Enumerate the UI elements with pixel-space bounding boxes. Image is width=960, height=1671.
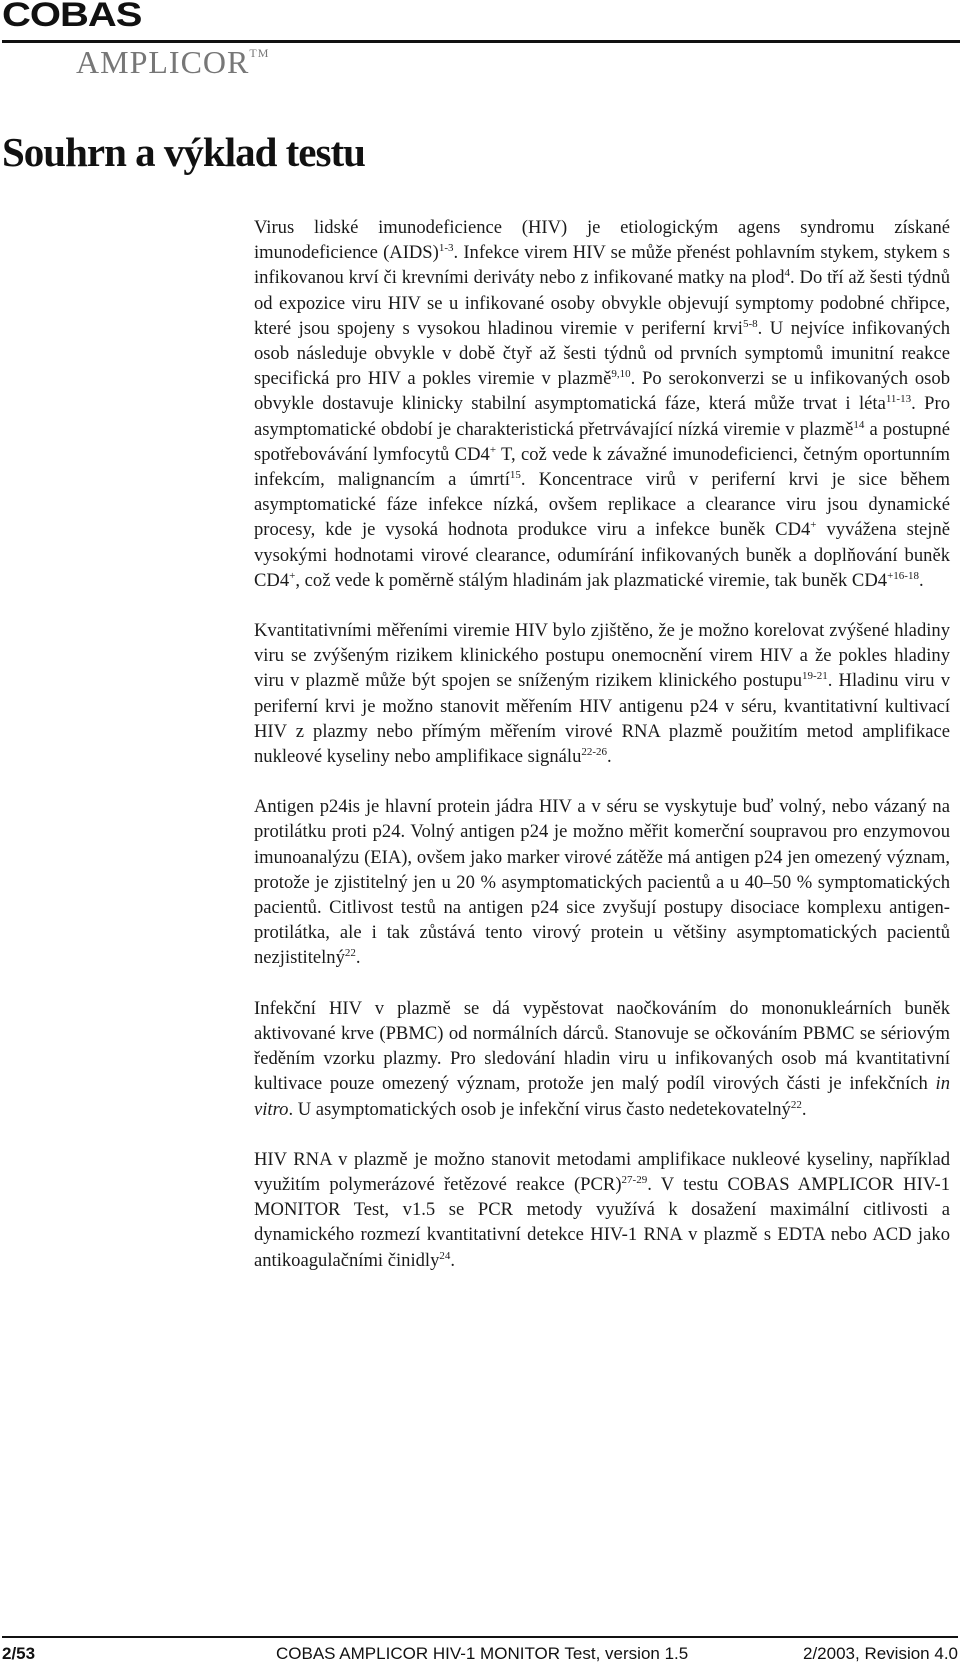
text-run: . <box>918 569 924 591</box>
reference-superscript: 22-26 <box>581 746 608 759</box>
text-run: Kvantitativními měřeními viremie HIV bylo zjištěno, že je možno korelovat zvýšené hladiny viru se zvýšeným rizikem klinického postupu onemocnění virem HIV a že pokles hladiny viru v plazmě může být spojen se sníženým rizikem klinického postupu <box>254 620 950 692</box>
text-run: Antigen p24is je hlavní protein jádra HIV a v séru se vyskytuje buď volný, nebo vázaný na protilátku proti p24. Volný antigen p24 je možno měřit komerční soupravou pro enzymovou imunoanalýzu (EIA), ovšem jako marker virové zátěže má antigen p24 jen omezený význam, protože je zjistitelný jen u 20 % asymptomatických pacientů a u 40–50 % symptomatických pacientů. Citlivost testů na antigen p24 sice zvyšují postupy disociace komplexu antigen-protilátka, ale i tak zůstává tento virový protein u většiny asymptomatických pacientů nezjistitelný <box>254 796 950 969</box>
text-run: T, což vede k závažné imunodeficienci, četným oportunním infekcím, malignancím a úmrtí <box>254 443 950 491</box>
logo-trademark: TM <box>249 46 270 60</box>
text-run: , což vede k poměrně stálým hladinám jak plazmatické viremie, tak buněk CD4 <box>295 569 888 591</box>
text-run: . <box>801 1098 807 1120</box>
text-run: HIV RNA v plazmě je možno stanovit metodami amplifikace nukleové kyseliny, například využitím polymerázové řetězové reakce (PCR) <box>254 1148 950 1195</box>
text-run: . V testu COBAS AMPLICOR HIV-1 MONITOR Test, v1.5 se PCR metody využívá k dosažení maximální citlivosti a dynamického rozmezí kvantitativní detekce HIV-1 RNA v plazmě s EDTA nebo ACD jako antikoagulačními činidly <box>254 1173 950 1271</box>
paragraph <box>254 618 950 769</box>
text-run: Virus lidské imunodeficience (HIV) je etiologickým agens syndromu získané imunodeficience (AIDS) <box>254 217 950 264</box>
reference-superscript: 27-29 <box>621 1173 648 1186</box>
reference-superscript: 22 <box>344 947 356 960</box>
text-run: a postupné spotřebovávání lymfocytů CD4 <box>254 418 950 465</box>
reference-superscript: +16-18 <box>887 569 919 582</box>
text-run: . <box>607 746 612 768</box>
reference-superscript: 4 <box>784 267 791 280</box>
reference-superscript: 24 <box>439 1249 451 1262</box>
reference-superscript: 22 <box>790 1098 802 1111</box>
text-run: vyvážena stejně vysokými hodnotami virové clearance, odumírání infikovaných buněk a doplňování buněk CD4 <box>254 519 950 591</box>
logo-product <box>76 44 269 81</box>
reference-superscript: 5-8 <box>742 317 758 330</box>
text-run: . <box>450 1249 456 1271</box>
text-run: . Po serokonverzi se u infikovaných osob obvykle dostavuje klinicky stabilní asymptomatická fáze, která může trvat i léta <box>254 368 950 415</box>
document-name: COBAS AMPLICOR HIV-1 MONITOR Test, version 1.5 <box>276 1644 689 1663</box>
paragraph <box>254 215 950 593</box>
text-run: . U asymptomatických osob je infekční virus často nedetekovatelný <box>288 1098 791 1120</box>
revision-info: 2/2003, Revision 4.0 <box>803 1644 958 1663</box>
reference-superscript: + <box>289 569 296 582</box>
logo <box>0 0 960 80</box>
logo-brand: COBAS <box>2 0 142 34</box>
logo-divider <box>2 40 960 43</box>
logo-product-name: AMPLICOR <box>76 44 250 80</box>
paragraph <box>254 996 950 1122</box>
text-run: . Koncentrace virů v periferní krvi je sice během asymptomatické fáze infekce nízká, ovšem replikace a clearance viru jsou dynamické procesy, kde je vysoká hodnota produkce viru a infekce buněk CD4 <box>254 469 951 541</box>
text-run: . Infekce virem HIV se může přenést pohlavním stykem, stykem s infikovanou krví či krevními deriváty nebo z infikované matky na plod <box>254 242 950 289</box>
page-title: Souhrn a výklad testu <box>2 129 365 175</box>
body-text <box>254 215 950 1298</box>
reference-superscript: 9,10 <box>611 368 631 381</box>
italic-text: in vitro <box>254 1073 950 1120</box>
reference-superscript: 1-3 <box>438 242 454 255</box>
page-footer <box>2 1636 958 1666</box>
text-run: . U nejvíce infikovaných osob následuje obvykle v době čtyř až šesti týdnů od prvních symptomů imunitní reakce specifická pro HIV a pokles viremie v plazmě <box>254 317 950 390</box>
reference-superscript: 19-21 <box>802 670 828 683</box>
reference-superscript: 11-13 <box>885 393 912 406</box>
reference-superscript: 15 <box>509 469 521 482</box>
reference-superscript: 14 <box>853 418 865 431</box>
text-run: . <box>355 947 361 969</box>
page-number: 2/53 <box>2 1644 36 1663</box>
reference-superscript: + <box>489 443 497 456</box>
paragraph <box>254 1147 950 1273</box>
paragraph <box>254 794 950 970</box>
text-run: . Hladinu viru v periferní krvi je možno stanovit měřením HIV antigenu p24 v séru, kvantitativní kultivací HIV z plazmy nebo přímým měřením virové RNA plazmě použitím metod amplifikace nukleové kyseliny nebo amplifikace signálu <box>254 670 951 768</box>
text-run: . Pro asymptomatické období je charakteristická přetrvávající nízká viremie v plazmě <box>254 393 950 440</box>
text-run: Infekční HIV v plazmě se dá vypěstovat naočkováním do mononukleárních buněk aktivované krve (PBMC) od normálních dárců. Stanovuje se očkováním PBMC se sériovým ředěním vzorku plazmy. Pro sledování hladin viru u infikovaných osob má kvantitativní kultivace pouze omezený význam, protože jen malý podíl virových části je infekčních <box>254 997 950 1095</box>
reference-superscript: + <box>810 519 817 532</box>
text-run: . Do tří až šesti týdnů od expozice viru HIV se u infikované osoby obvykle objevují symptomy podobné chřipce, které jsou spojeny s vysokou hladinou viremie v periferní krvi <box>254 267 950 339</box>
